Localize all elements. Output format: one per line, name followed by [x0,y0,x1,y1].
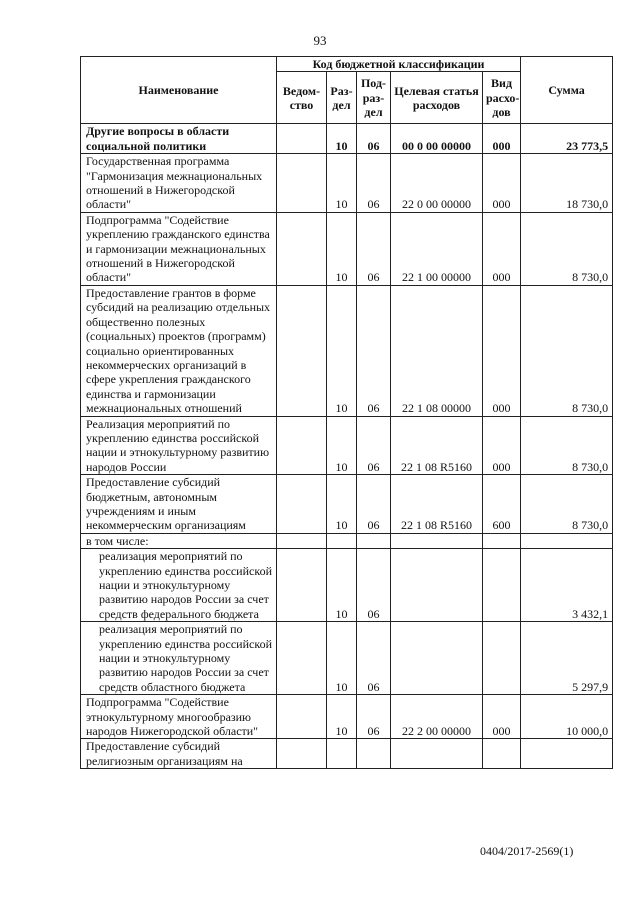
header-vedomstvo: Ведом-ство [277,72,327,124]
cell-podrazdel: 06 [357,285,391,416]
header-summa: Сумма [521,57,613,124]
cell-tselevaya: 22 1 08 R5160 [391,475,483,534]
cell-podrazdel: 06 [357,416,391,475]
cell-razdel: 10 [327,549,357,622]
cell-podrazdel: 06 [357,124,391,154]
cell-vid: 000 [483,124,521,154]
cell-podrazdel: 06 [357,475,391,534]
table-row [81,285,613,416]
cell-name: Другие вопросы в области социальной политики [81,124,277,154]
cell-razdel: 10 [327,475,357,534]
cell-vid [483,533,521,548]
table-row [81,154,613,213]
cell-podrazdel: 06 [357,212,391,285]
cell-name: Подпрограмма "Содействие укреплению гражданского единства и гармонизации межнациональных отношений в Нижегородской области" [81,212,277,285]
cell-vid: 000 [483,285,521,416]
header-podrazdel: Под-раз-дел [357,72,391,124]
cell-tselevaya: 22 2 00 00000 [391,695,483,739]
cell-razdel: 10 [327,416,357,475]
cell-tselevaya: 00 0 00 00000 [391,124,483,154]
cell-summa: 23 773,5 [521,124,613,154]
cell-summa: 8 730,0 [521,285,613,416]
cell-summa: 8 730,0 [521,475,613,534]
cell-vid [483,622,521,695]
cell-podrazdel: 06 [357,695,391,739]
table-row [81,549,613,622]
cell-tselevaya [391,533,483,548]
cell-tselevaya [391,622,483,695]
cell-tselevaya: 22 1 08 00000 [391,285,483,416]
table-row [81,212,613,285]
cell-name: Предоставление грантов в форме субсидий на реализацию отдельных общественно полезных (социальных) проектов (программ) социально ориентированных некоммерческих организаций в сфере укрепления гражданского единства и гармонизации межнациональных отношений [81,285,277,416]
cell-podrazdel: 06 [357,622,391,695]
cell-vedomstvo [277,416,327,475]
cell-tselevaya [391,739,483,769]
header-name: Наименование [81,57,277,124]
cell-vid: 000 [483,416,521,475]
cell-razdel: 10 [327,695,357,739]
cell-summa [521,739,613,769]
cell-vedomstvo [277,154,327,213]
cell-summa: 8 730,0 [521,212,613,285]
cell-vedomstvo [277,212,327,285]
cell-tselevaya: 22 1 08 R5160 [391,416,483,475]
cell-summa: 10 000,0 [521,695,613,739]
cell-razdel [327,533,357,548]
cell-vid: 000 [483,695,521,739]
cell-razdel: 10 [327,124,357,154]
cell-summa [521,533,613,548]
cell-vedomstvo [277,475,327,534]
cell-name: Реализация мероприятий по укреплению единства российской нации и этнокультурному развитию народов России [81,416,277,475]
budget-table [80,56,613,769]
cell-razdel: 10 [327,212,357,285]
cell-vid [483,549,521,622]
cell-podrazdel [357,533,391,548]
cell-vedomstvo [277,533,327,548]
header-vid: Вид расхо-дов [483,72,521,124]
cell-name: реализация мероприятий по укреплению единства российской нации и этнокультурному развитию народов России за счет средств федерального бюджета [81,549,277,622]
cell-podrazdel: 06 [357,549,391,622]
cell-summa: 18 730,0 [521,154,613,213]
table-body [81,124,613,769]
cell-summa: 3 432,1 [521,549,613,622]
cell-vid: 600 [483,475,521,534]
table-row [81,695,613,739]
document-number: 0404/2017-2569(1) [480,844,574,858]
page-number: 93 [313,33,327,48]
cell-vid: 000 [483,154,521,213]
table-row [81,622,613,695]
table-row [81,475,613,534]
table-row [81,416,613,475]
cell-vid: 000 [483,212,521,285]
table-row [81,533,613,548]
cell-tselevaya: 22 1 00 00000 [391,212,483,285]
cell-name: Подпрограмма "Содействие этнокультурному многообразию народов Нижегородской области" [81,695,277,739]
table-row [81,739,613,769]
cell-name: Государственная программа "Гармонизация межнациональных отношений в Нижегородской области" [81,154,277,213]
cell-razdel: 10 [327,154,357,213]
cell-name: реализация мероприятий по укреплению единства российской нации и этнокультурному развитию народов России за счет средств областного бюджета [81,622,277,695]
cell-razdel: 10 [327,285,357,416]
cell-name: Предоставление субсидий религиозным организациям на [81,739,277,769]
table-row [81,124,613,154]
cell-razdel [327,739,357,769]
header-tselevaya: Целевая статья расходов [391,72,483,124]
cell-tselevaya: 22 0 00 00000 [391,154,483,213]
cell-tselevaya [391,549,483,622]
cell-podrazdel [357,739,391,769]
cell-vedomstvo [277,622,327,695]
cell-vedomstvo [277,739,327,769]
cell-razdel: 10 [327,622,357,695]
cell-vid [483,739,521,769]
cell-summa: 5 297,9 [521,622,613,695]
header-razdel: Раз-дел [327,72,357,124]
cell-vedomstvo [277,124,327,154]
cell-summa: 8 730,0 [521,416,613,475]
cell-name: Предоставление субсидий бюджетным, автономным учреждениям и иным некоммерческим организациям [81,475,277,534]
cell-name: в том числе: [81,533,277,548]
cell-vedomstvo [277,695,327,739]
cell-podrazdel: 06 [357,154,391,213]
cell-vedomstvo [277,285,327,416]
header-code-group: Код бюджетной классификации [277,57,521,72]
cell-vedomstvo [277,549,327,622]
